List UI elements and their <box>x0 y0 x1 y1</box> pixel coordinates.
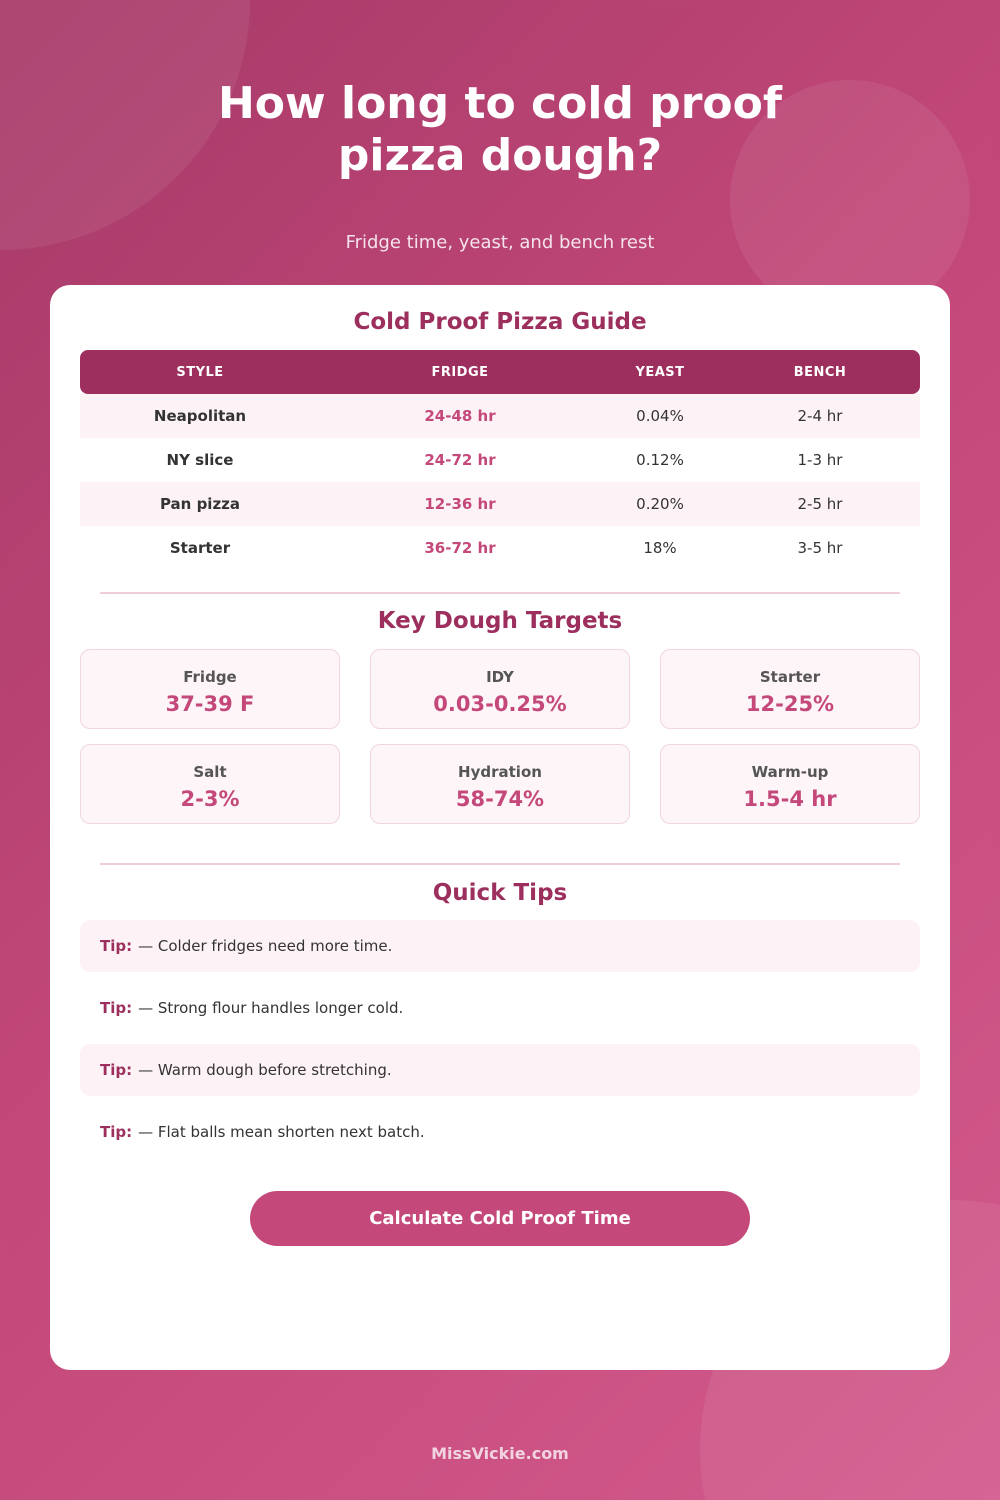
tip-text: — Flat balls mean shorten next batch. <box>138 1123 425 1141</box>
yeast-cell: 0.04% <box>600 394 720 438</box>
target-label: Starter <box>759 668 821 686</box>
tips-title: Quick Tips <box>432 880 568 906</box>
table-row <box>80 438 920 482</box>
target-value: 12-25% <box>745 692 835 716</box>
fridge-cell: 36-72 hr <box>424 539 496 557</box>
guide-title: Cold Proof Pizza Guide <box>353 309 647 335</box>
footer-brand[interactable]: MissVickie.com <box>431 1444 569 1463</box>
column-header-style: STYLE <box>80 350 320 394</box>
fridge-cell: 12-36 hr <box>320 482 600 526</box>
target-value: 0.03-0.25% <box>433 692 567 716</box>
target-value: 1.5-4 hr <box>743 787 837 811</box>
target-value: 58-74% <box>455 787 545 811</box>
guide-card <box>50 285 950 1370</box>
target-tile-warm-up <box>660 744 920 824</box>
bench-cell: 2-4 hr <box>720 394 920 438</box>
bench-cell: 3-5 hr <box>797 539 843 557</box>
targets-title: Key Dough Targets <box>377 608 623 634</box>
target-value: 37-39 F <box>165 692 255 716</box>
targets-grid <box>80 649 920 824</box>
style-cell: Neapolitan <box>80 394 320 438</box>
list-item <box>80 982 920 1034</box>
table-row <box>80 526 920 570</box>
target-label: Salt <box>193 763 227 781</box>
page-subtitle: Fridge time, yeast, and bench rest <box>345 232 655 253</box>
guide-header-row <box>80 350 920 394</box>
style-cell: Starter <box>169 539 231 557</box>
column-header-yeast: YEAST <box>600 350 720 394</box>
target-tile-starter <box>660 649 920 729</box>
list-item <box>80 920 920 972</box>
fridge-cell: 24-72 hr <box>424 451 496 469</box>
target-tile-idy <box>370 649 630 729</box>
tip-label: Tip: <box>100 999 133 1017</box>
tip-text: — Warm dough before stretching. <box>138 1061 392 1079</box>
page-title-line-1: How long to cold proof <box>217 78 783 129</box>
calculate-button[interactable]: Calculate Cold Proof Time <box>250 1191 750 1246</box>
style-cell: NY slice <box>166 451 234 469</box>
section-divider <box>100 863 900 865</box>
page-title <box>0 78 1000 182</box>
yeast-cell: 0.20% <box>600 482 720 526</box>
section-divider <box>100 592 900 594</box>
style-cell: Pan pizza <box>80 482 320 526</box>
target-tile-hydration <box>370 744 630 824</box>
tip-label: Tip: <box>100 937 133 955</box>
target-value: 2-3% <box>180 787 240 811</box>
column-header-bench: BENCH <box>720 350 920 394</box>
page-title-line-2: pizza dough? <box>337 130 663 181</box>
bench-cell: 1-3 hr <box>797 451 843 469</box>
bench-cell: 2-5 hr <box>720 482 920 526</box>
yeast-cell: 0.12% <box>636 451 684 469</box>
tips-list <box>80 920 920 1158</box>
list-item <box>80 1044 920 1096</box>
yeast-cell: 18% <box>643 539 677 557</box>
fridge-cell: 24-48 hr <box>320 394 600 438</box>
list-item <box>80 1106 920 1158</box>
target-tile-salt <box>80 744 340 824</box>
target-label: IDY <box>486 668 514 686</box>
guide-table <box>80 350 920 570</box>
target-tile-fridge <box>80 649 340 729</box>
table-row <box>80 394 920 438</box>
column-header-fridge: FRIDGE <box>320 350 600 394</box>
tip-text: — Strong flour handles longer cold. <box>138 999 404 1017</box>
table-row <box>80 482 920 526</box>
tip-label: Tip: <box>100 1061 133 1079</box>
tip-text: — Colder fridges need more time. <box>138 937 393 955</box>
target-label: Fridge <box>183 668 237 686</box>
tip-label: Tip: <box>100 1123 133 1141</box>
target-label: Hydration <box>458 763 542 781</box>
target-label: Warm-up <box>751 763 829 781</box>
